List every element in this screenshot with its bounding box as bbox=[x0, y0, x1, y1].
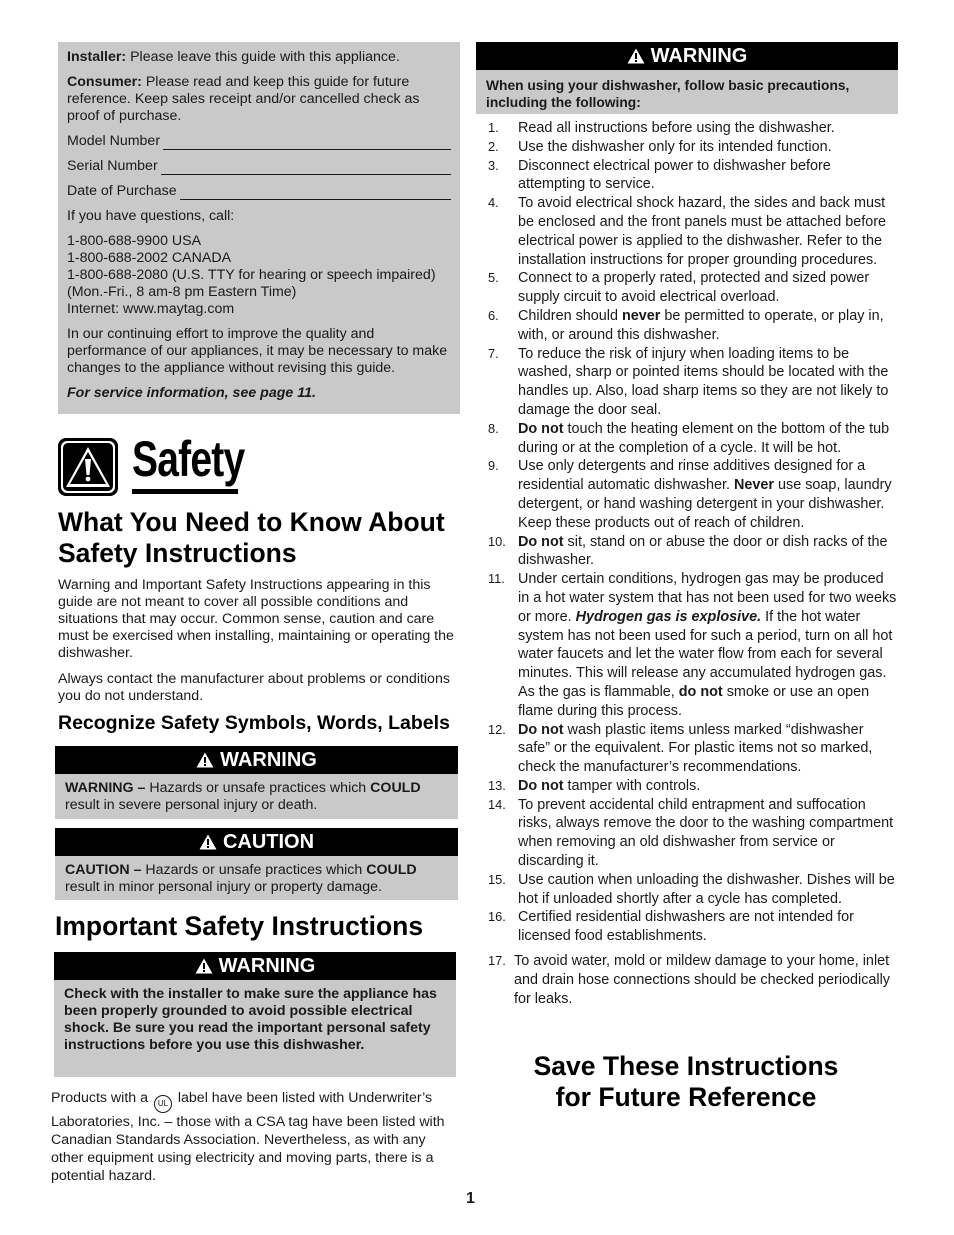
right-warning-banner: WARNING bbox=[476, 42, 898, 70]
consumer-note: Consumer: Please read and keep this guide for future reference. Keep sales receipt and/or cancelled check as proof of purchase. bbox=[67, 74, 420, 124]
list-item bbox=[488, 533, 898, 571]
safety-title-underline bbox=[132, 489, 238, 494]
list-item-text: Certified residential dishwashers are not intended for licensed food establishments. bbox=[518, 909, 854, 945]
warning-banner: WARNING bbox=[55, 746, 458, 774]
improvement-note: In our continuing effort to improve the quality and performance of our appliances, it may be necessary to make changes to the appliance without revising this guide. bbox=[67, 326, 448, 376]
phone-tty: 1-800-688-2080 (U.S. TTY for hearing or speech impaired) (Mon.-Fri., 8 am-8 pm Eastern Time) bbox=[67, 267, 436, 300]
list-item-text: Use only detergents and rinse additives designed for a residential automatic dishwasher. Never use soap, laundry detergent, or hand washing detergent in your dishwasher. Keep these products out of reach of children. bbox=[518, 458, 892, 531]
caution-definition: CAUTION – Hazards or unsafe practices which COULD result in minor personal injury or property damage. bbox=[55, 856, 458, 900]
list-item bbox=[488, 777, 898, 796]
right-alert-icon bbox=[627, 48, 645, 64]
installer-grounding-warning: Check with the installer to make sure the appliance has been properly grounded to avoid possible electrical shock. Be sure you read the important personal safety instructions before you use this dishwasher. bbox=[54, 980, 456, 1077]
list-item bbox=[488, 908, 898, 946]
list-item bbox=[488, 420, 898, 458]
list-item-text: To reduce the risk of injury when loading items to be washed, sharp or pointed items should be located with the handles up. Also, load sharp items so they are not likely to damage the door seal. bbox=[518, 345, 889, 418]
list-item bbox=[488, 138, 898, 157]
contact-phones bbox=[67, 233, 451, 318]
page-number: 1 bbox=[466, 1190, 475, 1207]
list-item-text: Under certain conditions, hydrogen gas may be produced in a hot water system that has not been used for two weeks or more. Hydrogen gas is explosive. If the hot water system has not been used for such a period, turn on all hot water faucets and let the water flow from each for several minutes. This will release any accumulated hydrogen gas. As the gas is flammable, do not smoke or use an open flame during this process. bbox=[518, 571, 897, 719]
know-heading: What You Need to Know About Safety Instructions bbox=[58, 507, 445, 568]
list-item-text: Use caution when unloading the dishwasher. Dishes will be hot if unloaded shortly after a cycle has completed. bbox=[518, 871, 895, 907]
date-of-purchase-field[interactable]: Date of Purchase bbox=[67, 183, 451, 200]
list-item-number: 8. bbox=[488, 420, 499, 436]
list-item-number: 16. bbox=[488, 909, 506, 925]
warning-triangle-icon bbox=[57, 437, 119, 497]
model-number-field[interactable]: Model Number bbox=[67, 133, 451, 150]
list-item bbox=[488, 194, 898, 269]
list-item bbox=[488, 157, 898, 195]
list-item-number: 14. bbox=[488, 796, 506, 812]
safety-instructions-list bbox=[488, 119, 898, 1008]
know-paragraph-1: Warning and Important Safety Instructions appearing in this guide are not meant to cover all possible conditions and situations that may occur. Common sense, caution and care must be exercised when installing, maintaining or operating the dishwasher. bbox=[58, 577, 454, 661]
list-item-number: 6. bbox=[488, 307, 499, 323]
installer-note: Installer: Please leave this guide with this appliance. bbox=[67, 49, 400, 65]
service-note: For service information, see page 11. bbox=[67, 385, 316, 401]
list-item-number: 11. bbox=[488, 571, 505, 587]
list-item-number: 9. bbox=[488, 458, 499, 474]
list-item-number: 5. bbox=[488, 270, 499, 286]
internet-link[interactable]: Internet: www.maytag.com bbox=[67, 301, 235, 317]
list-item-number: 2. bbox=[488, 138, 499, 154]
list-item-number: 4. bbox=[488, 195, 499, 211]
list-item bbox=[488, 269, 898, 307]
list-item-text: Do not tamper with controls. bbox=[518, 777, 701, 794]
basic-precautions-intro: When using your dishwasher, follow basic precautions, including the following: bbox=[476, 70, 898, 114]
know-body bbox=[58, 577, 460, 714]
caution-alert-icon bbox=[199, 834, 217, 850]
ul-csa-note: Products with a UL label have been listed with Underwriter’s Laboratories, Inc. – those with a CSA tag have been listed with Canadian Standards Association. Nevertheless, as with any other equipment using electricity and moving parts, there is a potential hazard. bbox=[51, 1090, 445, 1184]
list-item bbox=[488, 457, 898, 532]
list-item-text: Do not sit, stand on or abuse the door or dish racks of the dishwasher. bbox=[518, 533, 888, 569]
list-item-text: Do not touch the heating element on the bottom of the tub during or at the completion of a cycle. It will be hot. bbox=[518, 420, 890, 456]
list-item-number: 12. bbox=[488, 721, 506, 737]
list-item-number: 15. bbox=[488, 871, 506, 887]
ul-listing-icon: UL bbox=[154, 1095, 172, 1113]
list-item-number: 1. bbox=[488, 120, 499, 135]
list-item bbox=[488, 952, 898, 1008]
list-item-number: 10. bbox=[488, 533, 506, 549]
list-item bbox=[488, 307, 898, 345]
list-item-number: 13. bbox=[488, 777, 506, 793]
important-alert-icon bbox=[195, 958, 213, 974]
know-paragraph-2: Always contact the manufacturer about problems or conditions you do not understand. bbox=[58, 671, 450, 704]
safety-title: Safety bbox=[132, 431, 245, 487]
list-item-text: Disconnect electrical power to dishwasher before attempting to service. bbox=[518, 157, 831, 193]
list-item-text: Read all instructions before using the dishwasher. bbox=[518, 120, 835, 136]
list-item-number: 7. bbox=[488, 345, 499, 361]
list-item bbox=[488, 871, 898, 909]
list-item-number: 3. bbox=[488, 157, 499, 173]
list-item bbox=[488, 796, 898, 871]
list-item-number: 17. bbox=[488, 953, 506, 969]
list-item bbox=[488, 119, 898, 138]
list-item-text: To prevent accidental child entrapment and suffocation risks, always remove the door to the washing compartment when removing an old dishwasher from service or discarding it. bbox=[518, 796, 894, 870]
recognize-heading: Recognize Safety Symbols, Words, Labels bbox=[58, 712, 450, 734]
list-item bbox=[488, 570, 898, 720]
caution-banner: CAUTION bbox=[55, 828, 458, 856]
questions-line: If you have questions, call: bbox=[67, 208, 235, 224]
warning-alert-icon bbox=[196, 752, 214, 768]
important-heading: Important Safety Instructions bbox=[55, 911, 424, 941]
list-item-text: To avoid water, mold or mildew damage to your home, inlet and drain hose connections should be checked periodically for leaks. bbox=[514, 953, 891, 1007]
list-item-text: Children should never be permitted to operate, or play in, with, or around this dishwasher. bbox=[518, 307, 884, 343]
list-item-text: Do not wash plastic items unless marked “dishwasher safe” or the equivalent. For plastic items not so marked, check the manufacturer’s recommendations. bbox=[518, 721, 873, 776]
save-instructions-heading: Save These Instructions for Future Reference bbox=[533, 1051, 839, 1112]
important-warning-banner: WARNING bbox=[54, 952, 456, 980]
list-item bbox=[488, 721, 898, 777]
list-item-text: Use the dishwasher only for its intended function. bbox=[518, 138, 832, 155]
serial-number-field[interactable]: Serial Number bbox=[67, 158, 451, 175]
list-item-text: To avoid electrical shock hazard, the sides and back must be enclosed and the front panels must be attached before electrical power is applied to the dishwasher. Refer to the installation instructions for proper grounding procedures. bbox=[518, 195, 887, 268]
list-item bbox=[488, 345, 898, 420]
list-item-text: Connect to a properly rated, protected and sized power supply circuit to avoid electrical overload. bbox=[518, 270, 870, 306]
installer-info-box bbox=[58, 42, 460, 414]
phone-canada: 1-800-688-2002 CANADA bbox=[67, 250, 232, 266]
warning-definition: WARNING – Hazards or unsafe practices which COULD result in severe personal injury or death. bbox=[55, 774, 458, 819]
phone-usa: 1-800-688-9900 USA bbox=[67, 233, 202, 249]
